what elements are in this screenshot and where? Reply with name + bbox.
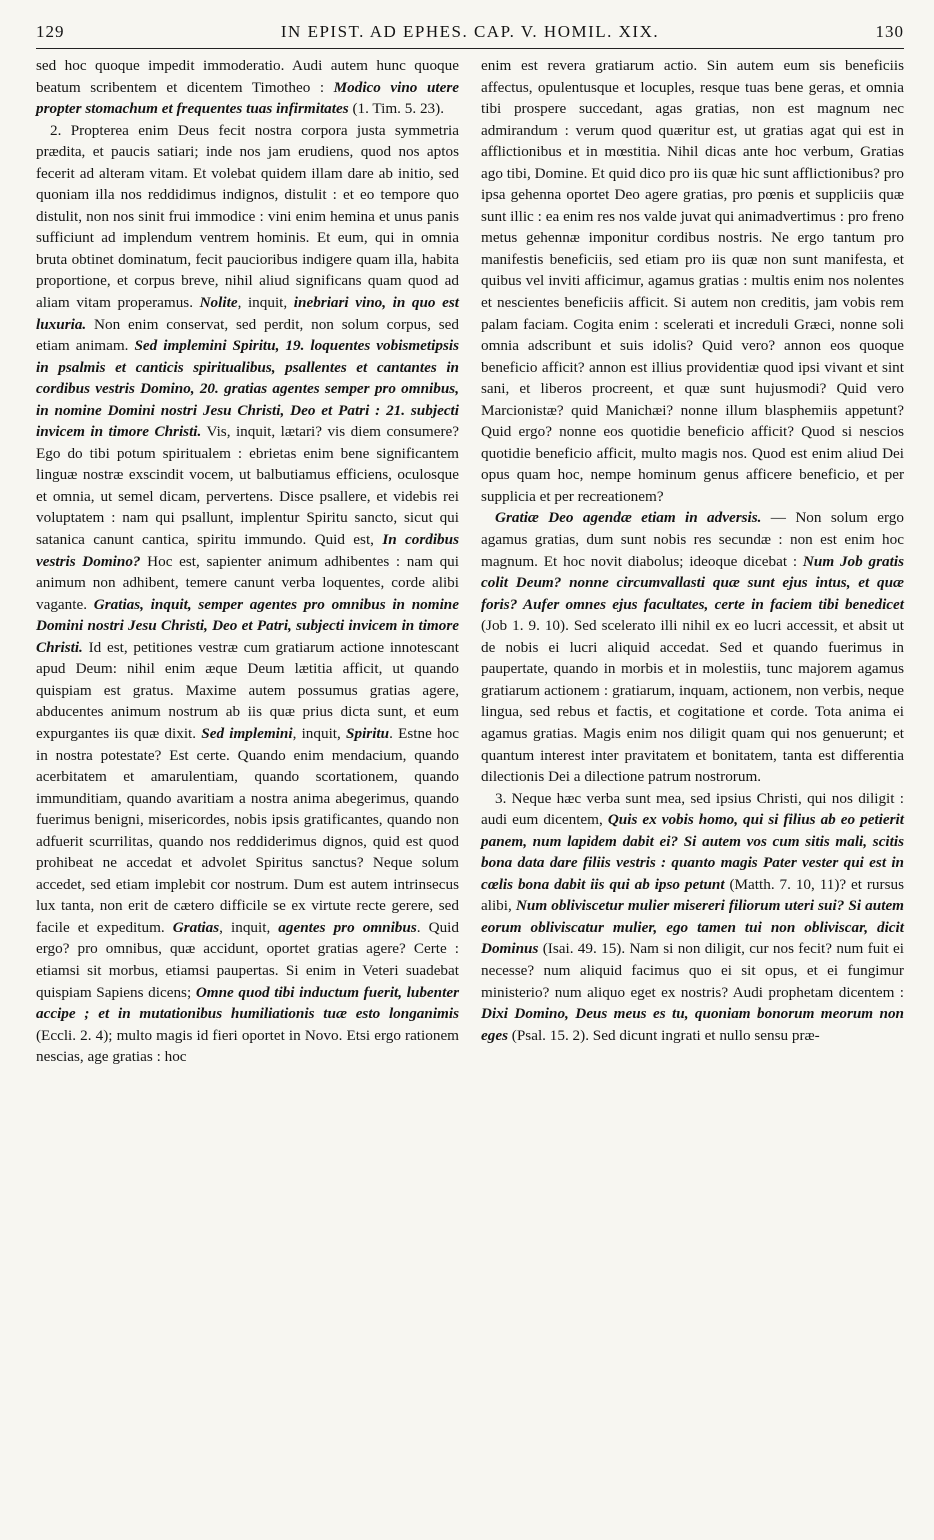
italic-text: In cordibus vestris Domino? xyxy=(36,531,459,570)
left-column xyxy=(36,55,459,1068)
running-title: IN EPIST. AD EPHES. CAP. V. HOMIL. XIX. xyxy=(280,22,660,41)
text-run: Vis, inquit, lætari? vis diem consumere? Ego do tibi potum spiritualem : ebrietas enim bene significantem linguæ nostræ exscindit vocem, ut balbutiamus efficiens, oculosque et omnia, ut semel dicam, pervertens. Disce psallere, et videbis rei voluptatem : nam qui psallunt, implentur Spiritu sancto, sicut qui satanica canunt cantica, spiritu immundo. Quid est, xyxy=(36,423,459,549)
italic-text: Sed implemini xyxy=(201,724,293,742)
paragraph xyxy=(36,55,459,120)
right-column xyxy=(481,55,904,1068)
text-run: (Psal. 15. 2). Sed dicunt ingrati et nullo sensu præ- xyxy=(508,1026,820,1044)
italic-text: Omne quod tibi inductum fuerit, lubenter accipe ; et in mutationibus humiliationis tuæ esto longanimis xyxy=(36,983,459,1023)
text-run: , inquit, xyxy=(292,724,347,742)
paragraph xyxy=(481,55,904,507)
italic-text: agentes pro omnibus xyxy=(278,918,417,936)
italic-text: Spiritu xyxy=(346,724,390,742)
text-run: , inquit, xyxy=(237,294,294,312)
text-run: (Eccli. 2. 4); multo magis id fieri oportet in Novo. Etsi ergo rationem nescias, age gratias : hoc xyxy=(36,1026,459,1066)
italic-text: Nolite xyxy=(199,294,238,312)
text-run: Id est, petitiones vestræ cum gratiarum actione innotescant apud Deum: nihil enim æque Deum lætitia afficit, ut quando quispiam est gratus. Maxime autem possumus gratias agere, abducentes animum nostrum ab iis quæ prius dicta sunt, et eum expurgantes iis quæ dixit. xyxy=(36,638,459,742)
text-run: Hoc est, sapienter animum adhibentes : nam qui animum non adhibent, temere canunt verba loquentes, corde alibi vagante. xyxy=(36,552,459,613)
text-columns xyxy=(36,55,904,1068)
text-run: (1. Tim. 5. 23). xyxy=(348,100,445,118)
text-run: enim est revera gratiarum actio. Sin autem eum sis beneficiis affectus, opulentusque et locuples, resque tuas bene geras, et omnia tibi prospere succedant, agas gratias, non est magnum nec admirandum : verum quod quæritur est, ut gratias agat qui est in afflictionibus et in mœstitia. Nihil dicas ante hoc verbum, Gratias ago tibi, Domine. Et quid dico pro iis quæ hic sunt afflictionibus? pro ipsa gehenna oportet Deo agere gratias, pro pœnis et suppliciis quæ sunt illic : ea enim res nos valde juvat qui animadvertimus : pro freno metus gehennæ imponitur cordibus nostris. Ne ergo tantum pro manifestis beneficiis, sed etiam pro iis quæ non sunt manifesta, et quibus vel inviti afficimur, agamus gratias : multis enim nos nolentes et nescientes beneficiis afficit. Si autem non creditis, jam vobis rem palam faciam. Cogita enim : scelerati et increduli Græci, nonne soli omnia adscribunt et suis idolis? Quid vero? annon eos quoque beneficio afficit? annon est illius providentiæ quod ipsi vivant et sint sani, et liberos procreent, et quæ sunt hujusmodi? Quid vero Marcionistæ? quid Manichæi? nonne illum blasphemiis appetunt? Quid ergo? nonne eos quotidie beneficio afficit? Quod si nescios quotidie beneficio afficit, multo magis nos. Quod est enim aliud Dei opus quam hoc, nempe hominum genus afficere beneficio, et per supplicia et per recreationem? xyxy=(481,57,904,505)
text-run: 3. Neque hæc verba sunt mea, sed ipsius Christi, qui nos diligit : audi eum dicentem, xyxy=(481,789,904,829)
text-run: (Isai. 49. 15). Nam si non diligit, cur nos fecit? num fuit ei necesse? num aliquid facimus quo ei sit opus, et ei fungimur ministerio? num aliquo eget ex nostris? Audi prophetam dicentem : xyxy=(481,940,904,1001)
italic-text: Gratias, inquit, semper agentes pro omnibus in nomine Domini nostri Jesu Christi, Deo et Patri, subjecti invicem in timore Christi. xyxy=(36,595,459,656)
text-run: . Estne hoc in nostra potestate? Est certe. Quando enim mendacium, quando acerbitatem et amarulentiam, quando scortationem, quando immunditiam, quando avaritiam a nostra anima abegerimus, quando fuerimus benigni, misericordes, nobis ipsis gratificantes, quando non adfuerit scurrilitas, quando nos reddiderimus dignos, quid est quod prohibeat ne accedat et advolet Spiritus sanctus? Neque solum accedet, sed etiam implebit cor nostrum. Dum est autem intrinsecus lux tanta, non erit de cætero difficile se ex virtute recte gerere, sed facile et expeditum. xyxy=(36,724,459,936)
paragraph xyxy=(481,788,904,1047)
italic-text: Gratiæ Deo agendæ etiam in adversis. xyxy=(495,509,762,527)
text-run: . Quid ergo? pro omnibus, quæ accidunt, oportet gratias agere? Certe : etiamsi sit morbus, etiamsi paupertas. Si enim in Veteri suadebat quispiam Sapiens dicens; xyxy=(36,918,459,1001)
italic-text: Num obliviscetur mulier misereri filiorum uteri sui? Si autem eorum obliviscatur mulier, ego tamen tui non obliviscar, dicit Dominus xyxy=(481,897,904,958)
paragraph xyxy=(481,507,904,787)
italic-text: Modico vino utere propter stomachum et frequentes tuas infirmitates xyxy=(36,78,459,118)
running-header xyxy=(36,22,904,49)
text-run: (Job 1. 9. 10). Sed scelerato illi nihil ex eo lucri accessit, et absit ut de nobis ei lucri aliquid accedat. Sed et quando fuerimus in paupertate, quando in morbis et in molestiis, tunc majorem agamus gratiarum actionem : gratiarum, inquam, actionem, non verbis, neque lingua, sed rebus et factis, et cogitatione et corde. Tota anima ei agamus gratias. Magis enim nos diligit quam qui nos genuerunt; et quantum interest inter pravitatem et bonitatem, tanta est differentia dilectionis Dei a dilectione patrum nostrorum. xyxy=(481,617,904,786)
text-run: Non enim conservat, sed perdit, non solum corpus, sed etiam animam. xyxy=(36,315,459,355)
italic-text: Quis ex vobis homo, qui si filius ab eo petierit panem, num lapidem dabit ei? Si autem vos cum sitis mali, scitis bona data dare filiis vestris : quanto magis Pater vester qui est in cœlis bona dabit iis qui ab ipso petunt xyxy=(481,811,904,893)
paragraph xyxy=(36,120,459,1068)
text-run: 2. Propterea enim Deus fecit nostra corpora justa symmetria prædita, et paucis satiari; inde nos jam erudiens, quod nos aptos fecerit ad alteram vitam. Et volebat quidem illam dare ab initio, sed quoniam illa nos reddidimus indignos, distulit : et eo tempore quo distulit, non nos sinit frui immodice : vini enim hemina et unus panis sufficiunt ad implendum ventrem hominis. Et eum, qui in omnia bruta obtinet dominatum, fecit paucioribus indigere quam illa, habita proportione, et corpus breve, nihil aliud significans quam quod ad aliam vitam properamus. xyxy=(36,121,459,312)
italic-text: Num Job gratis colit Deum? nonne circumvallasti quæ sunt ejus intus, et quæ foris? Aufer omnes ejus facultates, certe in faciem tibi benedicet xyxy=(481,552,905,613)
italic-text: inebriari vino, in quo est luxuria. xyxy=(36,294,459,333)
italic-text: Gratias xyxy=(172,918,220,936)
text-run: — Non solum ergo agamus gratias, dum sunt nobis res secundæ : non est enim hoc magnum. Et hoc novit diabolus; ideoque dicebat : xyxy=(481,509,904,570)
text-run: , inquit, xyxy=(219,918,279,936)
italic-text: Dixi Domino, Deus meus es tu, quoniam bonorum meorum non eges xyxy=(481,1005,904,1044)
italic-text: Sed implemini Spiritu, 19. loquentes vobismetipsis in psalmis et canticis spiritualibus, psallentes et cantantes in cordibus vestris Domino, 20. gratias agentes semper pro omnibus, in nomine Domini nostri Jesu Christi, Deo et Patri : 21. subjecti invicem in timore Christi. xyxy=(36,337,459,441)
page-number-left: 129 xyxy=(36,22,65,41)
text-run: sed hoc quoque impedit immoderatio. Audi autem hunc quoque beatum scribentem et dicentem Timotheo : xyxy=(36,57,459,96)
text-run: (Matth. 7. 10, 11)? et rursus alibi, xyxy=(481,875,905,915)
page-number-right: 130 xyxy=(875,22,904,41)
